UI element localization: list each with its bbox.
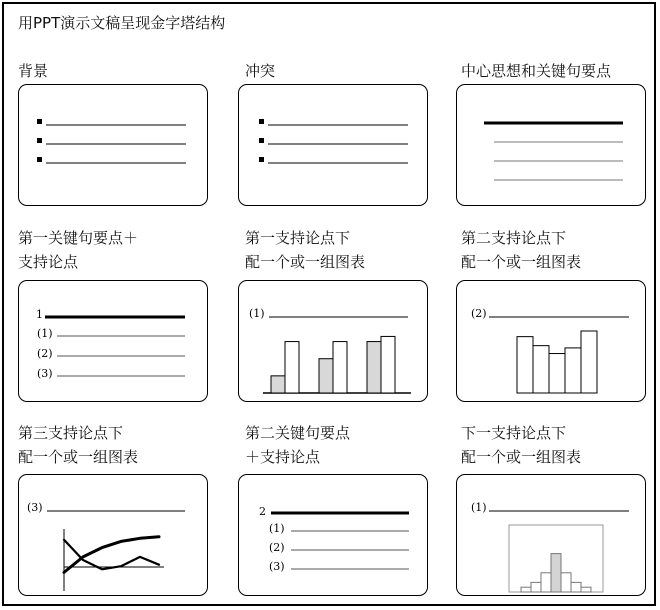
label-line: 配一个或一组图表 — [461, 448, 582, 466]
label-key-point-1 — [18, 226, 138, 274]
histogram-bar — [521, 587, 531, 592]
histogram-bar — [541, 573, 551, 592]
outline-marker: (2) — [269, 541, 285, 554]
bullet-list-graphic — [239, 85, 429, 207]
card-key-point-2 — [238, 474, 428, 596]
bar-white — [333, 342, 347, 393]
label-line: 配一个或一组图表 — [461, 253, 582, 271]
label-line: 第三支持论点下 — [18, 424, 124, 442]
label-next-support — [461, 421, 581, 469]
bar-white — [285, 342, 299, 393]
bullet-icon — [259, 157, 264, 162]
label-conflict — [245, 59, 275, 83]
label-line: 第一支持论点下 — [245, 229, 351, 247]
label-line: 第二关键句要点 — [245, 424, 351, 442]
label-central-idea — [461, 59, 611, 83]
line-chart — [19, 475, 209, 597]
bar-shaded — [271, 376, 285, 393]
card-support-3 — [18, 474, 208, 596]
bullet-list-graphic — [19, 85, 209, 207]
label-line: 支持论点 — [18, 253, 79, 271]
bar-chart — [457, 281, 647, 403]
card-key-point-1 — [18, 280, 208, 402]
outline-marker: (3) — [269, 560, 285, 573]
bar — [565, 348, 581, 393]
label-line: 配一个或一组图表 — [245, 253, 366, 271]
histogram-bar — [531, 582, 541, 592]
outline-graphic — [239, 475, 429, 597]
bar — [533, 346, 549, 393]
outline-marker: (1) — [37, 327, 53, 340]
label-line: 背景 — [18, 62, 49, 80]
outline-marker: (3) — [37, 367, 53, 380]
label-support-3 — [18, 421, 138, 469]
histogram-chart — [457, 475, 647, 597]
bar — [581, 331, 597, 393]
label-key-point-2 — [245, 421, 350, 469]
card-support-1 — [238, 280, 428, 402]
bullet-icon — [37, 138, 42, 143]
histogram-bar — [581, 587, 591, 592]
bar-shaded — [319, 359, 333, 393]
card-support-2 — [456, 280, 646, 402]
label-line: 下一支持论点下 — [461, 424, 567, 442]
page-frame — [2, 2, 656, 606]
outline-marker: (2) — [37, 347, 53, 360]
histogram-bar — [551, 554, 561, 592]
histogram-bar — [561, 573, 571, 592]
chart-label: (1) — [249, 307, 265, 320]
bullet-icon — [259, 119, 264, 124]
chart-label: (3) — [27, 501, 43, 514]
label-support-1 — [245, 226, 365, 274]
label-line: 配一个或一组图表 — [18, 448, 139, 466]
outline-marker: (1) — [269, 522, 285, 535]
label-background — [18, 59, 48, 83]
label-line: 第二支持论点下 — [461, 229, 567, 247]
bar — [517, 337, 533, 393]
card-background — [18, 84, 208, 206]
grouped-bar-chart — [239, 281, 429, 403]
label-line: ＋支持论点 — [245, 448, 321, 466]
chart-label: (2) — [471, 307, 487, 320]
bullet-icon — [37, 157, 42, 162]
chart-label: (1) — [471, 501, 487, 514]
label-line: 中心思想和关键句要点 — [461, 62, 612, 80]
outline-marker: 2 — [259, 505, 266, 518]
bar — [549, 354, 565, 393]
outline-marker: 1 — [36, 308, 43, 321]
label-line: 第一关键句要点＋ — [18, 229, 139, 247]
page-title: 用PPT演示文稿呈现金字塔结构 — [18, 14, 226, 32]
bullet-icon — [259, 138, 264, 143]
histogram-bar — [571, 582, 581, 592]
heading-lines-graphic — [457, 85, 647, 207]
label-line: 冲突 — [245, 62, 276, 80]
card-conflict — [238, 84, 428, 206]
card-next-support — [456, 474, 646, 596]
bar-white — [381, 336, 395, 393]
outline-graphic — [19, 281, 209, 403]
label-support-2 — [461, 226, 581, 274]
card-central-idea — [456, 84, 646, 206]
bar-shaded — [367, 342, 381, 393]
bullet-icon — [37, 119, 42, 124]
